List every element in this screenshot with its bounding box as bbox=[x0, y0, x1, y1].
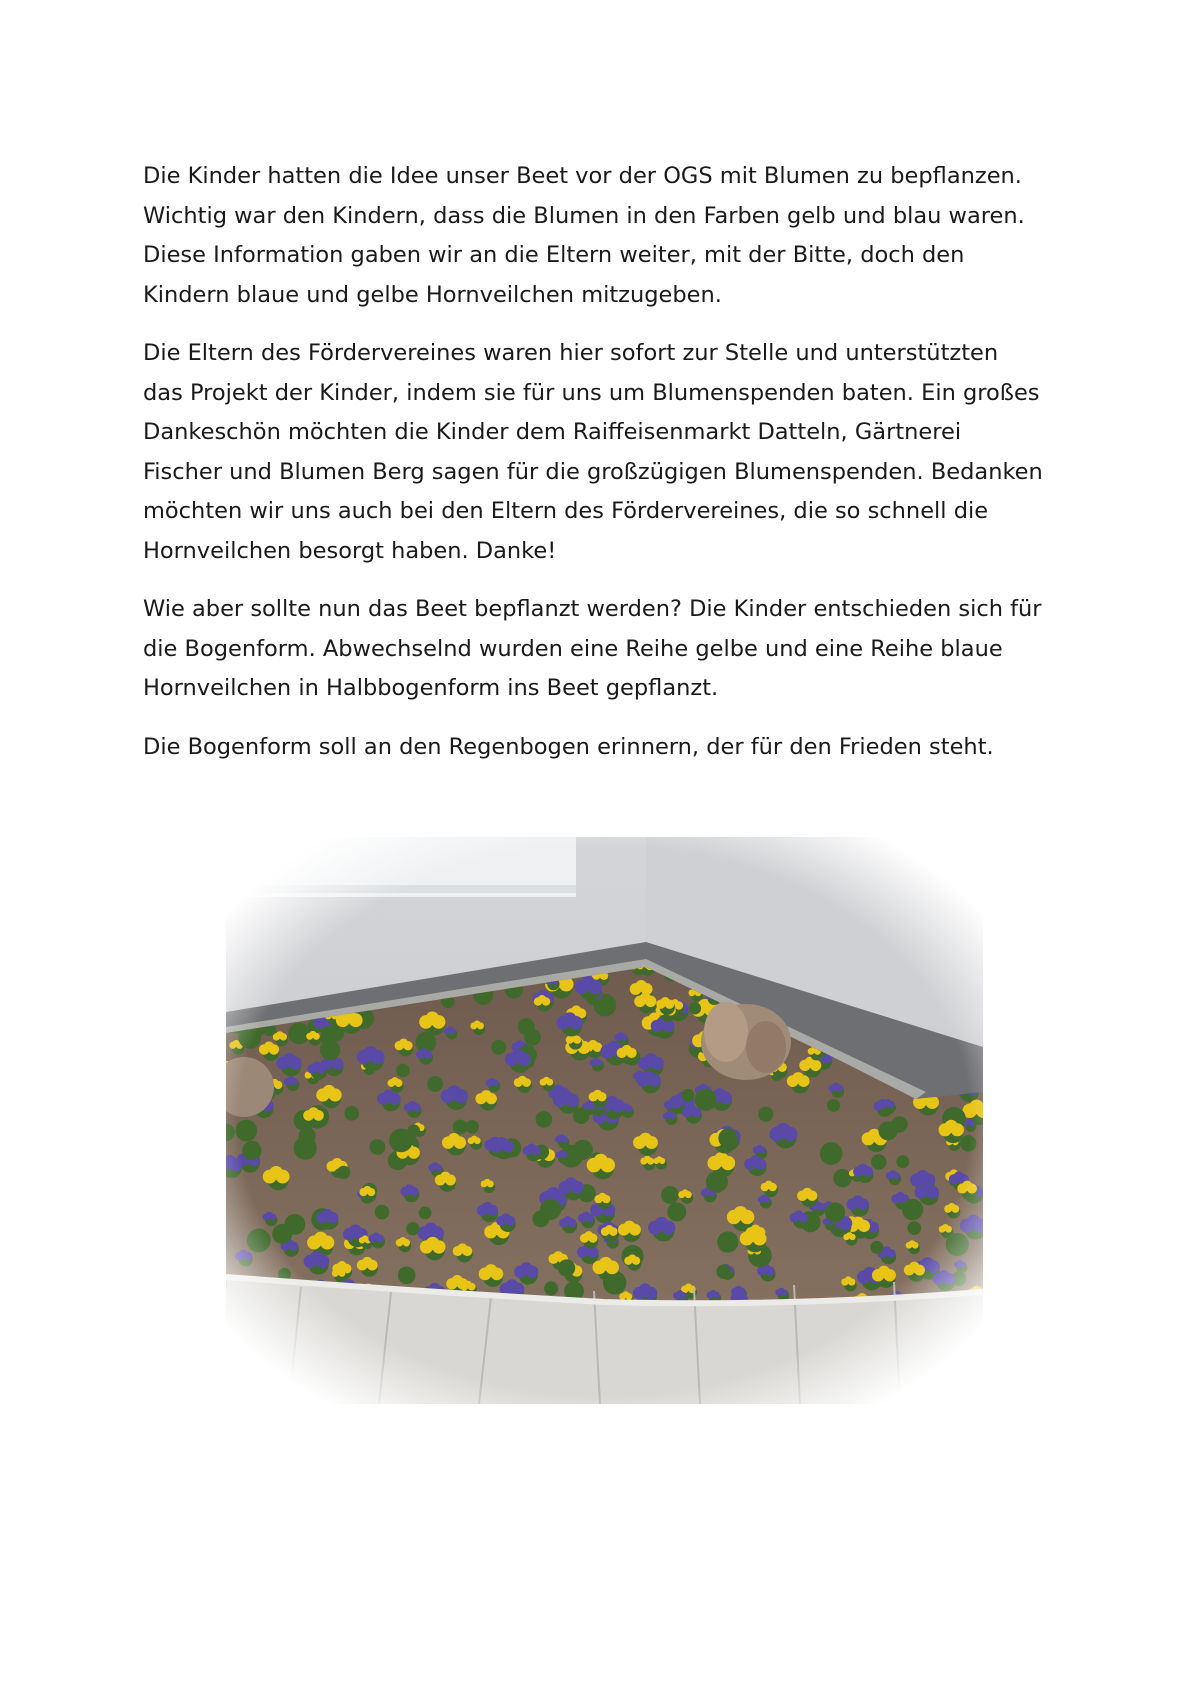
text-line: Hornveilchen in Halbbogenform ins Beet gepflanzt. bbox=[143, 675, 719, 701]
text-line: Die Bogenform soll an den Regenbogen erinnern, der für den Frieden steht. bbox=[143, 733, 994, 760]
text-line: Diese Information gaben wir an die Eltern weiter, mit der Bitte, doch den bbox=[143, 242, 965, 268]
text-line: Die Eltern des Fördervereines waren hier sofort zur Stelle und unterstützten bbox=[143, 340, 999, 366]
text-line: möchten wir uns auch bei den Eltern des Fördervereines, die so schnell die bbox=[143, 498, 989, 524]
flower-bed-illustration bbox=[226, 837, 983, 1404]
text-line: Kindern blaue und gelbe Hornveilchen mitzugeben. bbox=[143, 281, 722, 308]
paragraph-1 bbox=[143, 157, 1063, 315]
flower-bed-photo bbox=[226, 837, 983, 1404]
document-body bbox=[143, 157, 1063, 786]
photo-vignette bbox=[226, 837, 983, 1404]
paragraph-3 bbox=[143, 590, 1063, 709]
text-line: Wichtig war den Kindern, dass die Blumen in den Farben gelb und blau waren. bbox=[143, 202, 1025, 229]
text-line: Wie aber sollte nun das Beet bepflanzt werden? Die Kinder entschieden sich für bbox=[143, 596, 1042, 622]
paragraph-4 bbox=[143, 728, 1063, 768]
text-line: Fischer und Blumen Berg sagen für die großzügigen Blumenspenden. Bedanken bbox=[143, 458, 1043, 485]
text-line: Hornveilchen besorgt haben. Danke! bbox=[143, 537, 557, 564]
text-line: die Bogenform. Abwechselnd wurden eine Reihe gelbe und eine Reihe blaue bbox=[143, 635, 1003, 662]
text-line: Die Kinder hatten die Idee unser Beet vor der OGS mit Blumen zu bepflanzen. bbox=[143, 163, 1022, 189]
paragraph-2 bbox=[143, 334, 1063, 571]
text-line: Dankeschön möchten die Kinder dem Raiffeisenmarkt Datteln, Gärtnerei bbox=[143, 419, 962, 445]
text-line: das Projekt der Kinder, indem sie für uns um Blumenspenden baten. Ein großes bbox=[143, 379, 1040, 406]
